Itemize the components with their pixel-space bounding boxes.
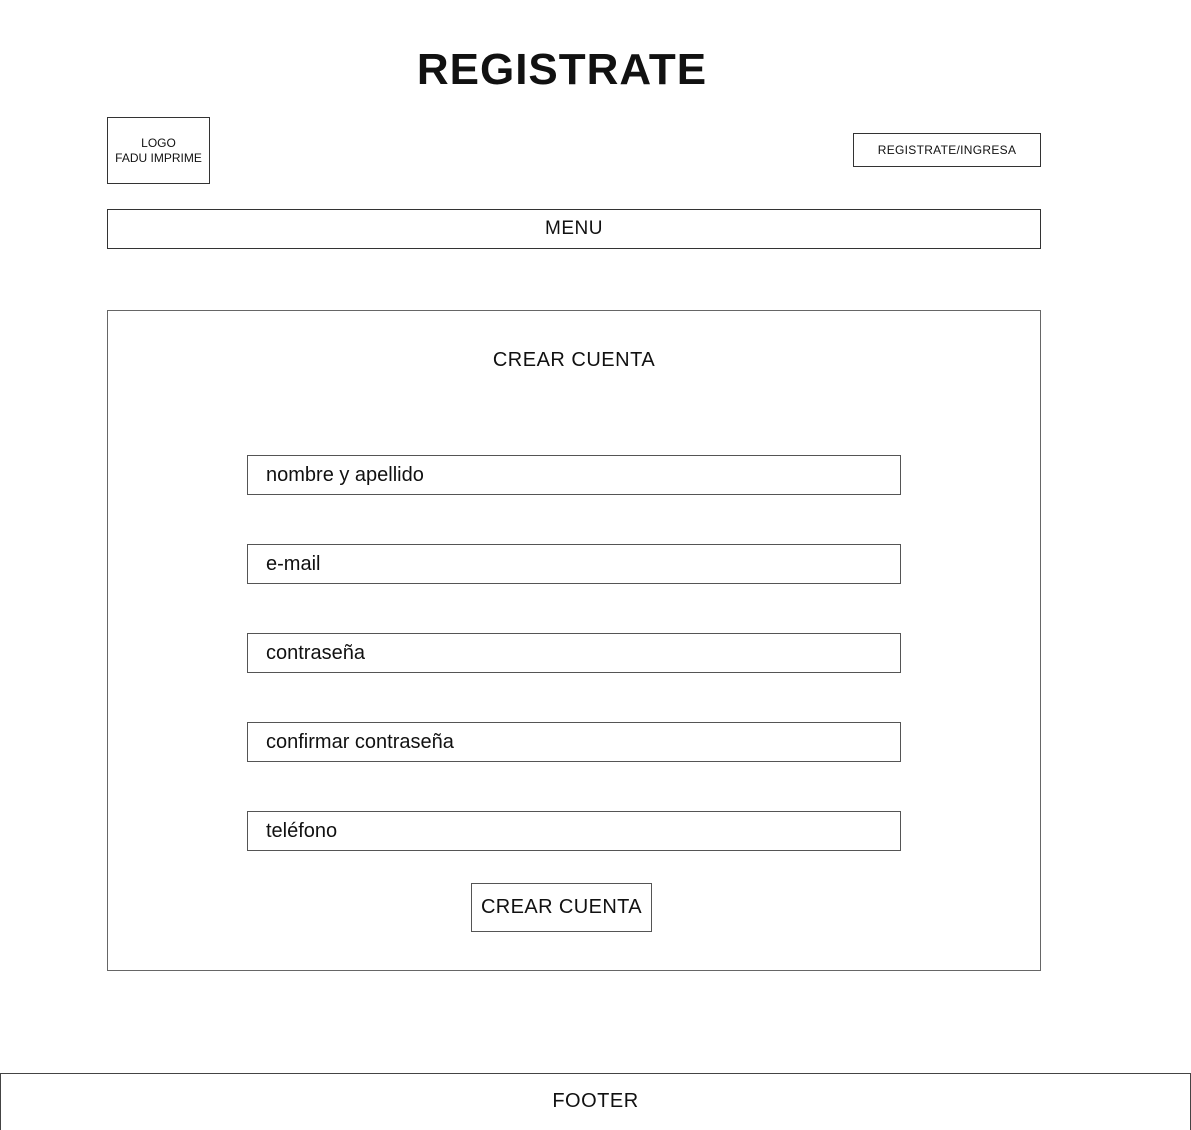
phone-input[interactable]	[247, 811, 901, 851]
footer-label: FOOTER	[552, 1090, 639, 1112]
logo[interactable]	[107, 117, 210, 184]
full-name-input[interactable]	[247, 455, 901, 495]
logo-line-2: FADU IMPRIME	[115, 150, 202, 165]
footer	[0, 1073, 1191, 1130]
create-account-button[interactable]: CREAR CUENTA	[471, 883, 652, 932]
page-title: REGISTRATE	[416, 45, 708, 94]
main-menu[interactable]: MENU	[107, 209, 1041, 249]
confirm-password-input[interactable]	[247, 722, 901, 762]
register-login-button[interactable]: REGISTRATE/INGRESA	[853, 133, 1041, 167]
logo-line-1: LOGO	[141, 135, 176, 150]
form-heading: CREAR CUENTA	[492, 349, 656, 371]
email-input[interactable]	[247, 544, 901, 584]
password-input[interactable]	[247, 633, 901, 673]
